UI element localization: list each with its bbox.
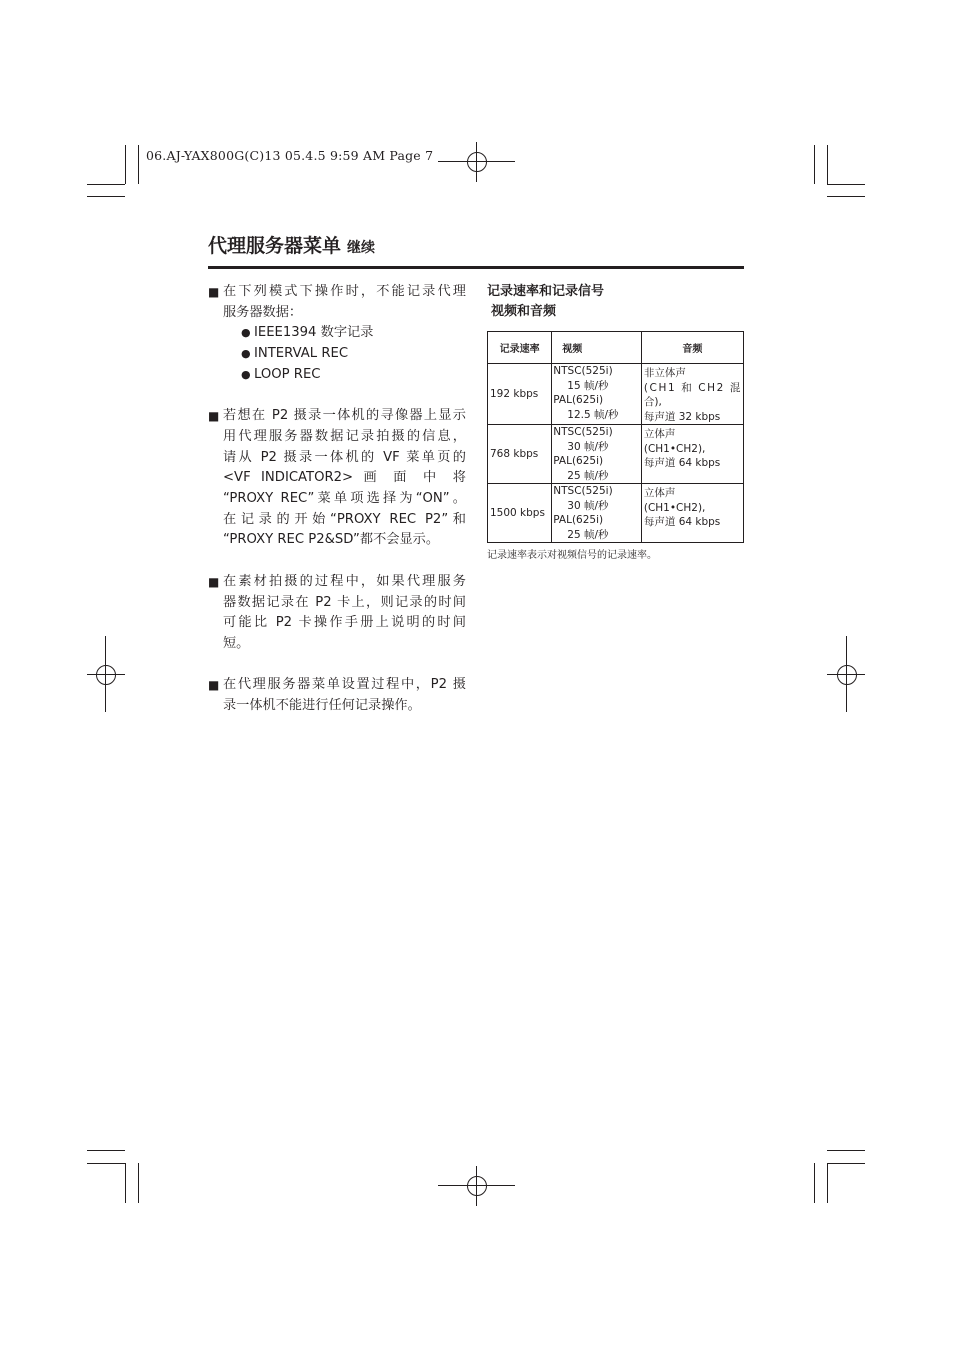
- list-item: ● LOOP REC: [223, 365, 466, 386]
- section-heading: 记录速率和记录信号: [487, 284, 605, 299]
- column-header-rate: 记录速率: [488, 332, 552, 364]
- title-rule: [208, 266, 744, 269]
- registration-target-icon: [96, 665, 116, 685]
- square-bullet-icon: ■: [208, 574, 220, 589]
- rate-cell: 192 kbps: [488, 364, 552, 425]
- note-2: [208, 406, 466, 551]
- rate-cell: 1500 kbps: [488, 484, 552, 543]
- table-row: [488, 484, 744, 543]
- square-bullet-icon: ■: [208, 678, 220, 693]
- section-subheading: 视频和音频: [491, 304, 557, 319]
- table-row: [488, 364, 744, 425]
- audio-cell: 立体声 (CH1•CH2), 每声道 64 kbps: [641, 484, 743, 543]
- table-footnote: 记录速率表示对视频信号的记录速率。: [487, 550, 657, 561]
- square-bullet-icon: ■: [208, 285, 220, 299]
- dot-bullet-icon: ●: [241, 367, 251, 381]
- note-line: 在代理服务器菜单设置过程中，P2 摄: [223, 677, 466, 693]
- recording-rate-table: [487, 331, 744, 543]
- note-line: <VF INDICATOR2> 画 面 中 将: [223, 470, 466, 486]
- note-line: 用代理服务器数据记录拍摄的信息，: [223, 428, 466, 444]
- note-line: 短。: [223, 635, 250, 651]
- page-title: [208, 231, 375, 258]
- square-bullet-icon: ■: [208, 409, 220, 424]
- note-line: 在素材拍摄的过程中，如果代理服务: [223, 573, 466, 589]
- note-line: 请从 P2 摄录一体机的 VF 菜单页的: [223, 449, 466, 465]
- spec-column: [487, 282, 744, 322]
- registration-target-icon: [467, 1176, 487, 1196]
- note-line: “PROXY REC”菜单项选择为“ON”。: [223, 491, 466, 507]
- table-header-row: [488, 332, 744, 364]
- column-header-video: 视频: [552, 332, 642, 364]
- note-4: [208, 675, 466, 716]
- rate-cell: 768 kbps: [488, 425, 552, 484]
- note-line: 可能比 P2 卡操作手册上说明的时间: [223, 615, 466, 631]
- note-1: [208, 282, 466, 386]
- registration-target-icon: [467, 152, 487, 172]
- audio-cell: 非立体声 (CH1 和 CH2 混 合), 每声道 32 kbps: [641, 364, 743, 425]
- note-line: 服务器数据：: [223, 304, 303, 320]
- note-line: 在下列模式下操作时，不能记录代理: [223, 284, 466, 299]
- video-cell: NTSC(525i) 30 帧/秒 PAL(625i) 25 帧/秒: [552, 425, 642, 484]
- audio-cell: 立体声 (CH1•CH2), 每声道 64 kbps: [641, 425, 743, 484]
- registration-target-icon: [837, 665, 857, 685]
- print-slug: 06.AJ-YAX800G(C)13 05.4.5 9:59 AM Page 7: [146, 148, 434, 163]
- page-title-main: 代理服务器菜单: [208, 235, 342, 257]
- dot-bullet-icon: ●: [241, 347, 251, 361]
- column-header-audio: 音频: [641, 332, 743, 364]
- video-cell: NTSC(525i) 30 帧/秒 PAL(625i) 25 帧/秒: [552, 484, 642, 543]
- note-line: 在记录的开始“PROXY REC P2”和: [223, 511, 466, 527]
- note-3: [208, 572, 466, 655]
- note-line: 若想在 P2 摄录一体机的寻像器上显示: [223, 408, 466, 424]
- list-item: ● IEEE1394 数字记录: [223, 323, 466, 344]
- list-item: ● INTERVAL REC: [223, 344, 466, 365]
- table-row: [488, 425, 744, 484]
- note-line: “PROXY REC P2&SD”都不会显示。: [223, 532, 440, 548]
- dot-bullet-icon: ●: [241, 326, 251, 340]
- page-title-continued: 继续: [347, 240, 376, 256]
- notes-column: [208, 282, 466, 737]
- video-cell: NTSC(525i) 15 帧/秒 PAL(625i) 12.5 帧/秒: [552, 364, 642, 425]
- note-line: 录一体机不能进行任何记录操作。: [223, 698, 421, 714]
- note-line: 器数据记录在 P2 卡上，则记录的时间: [223, 594, 466, 610]
